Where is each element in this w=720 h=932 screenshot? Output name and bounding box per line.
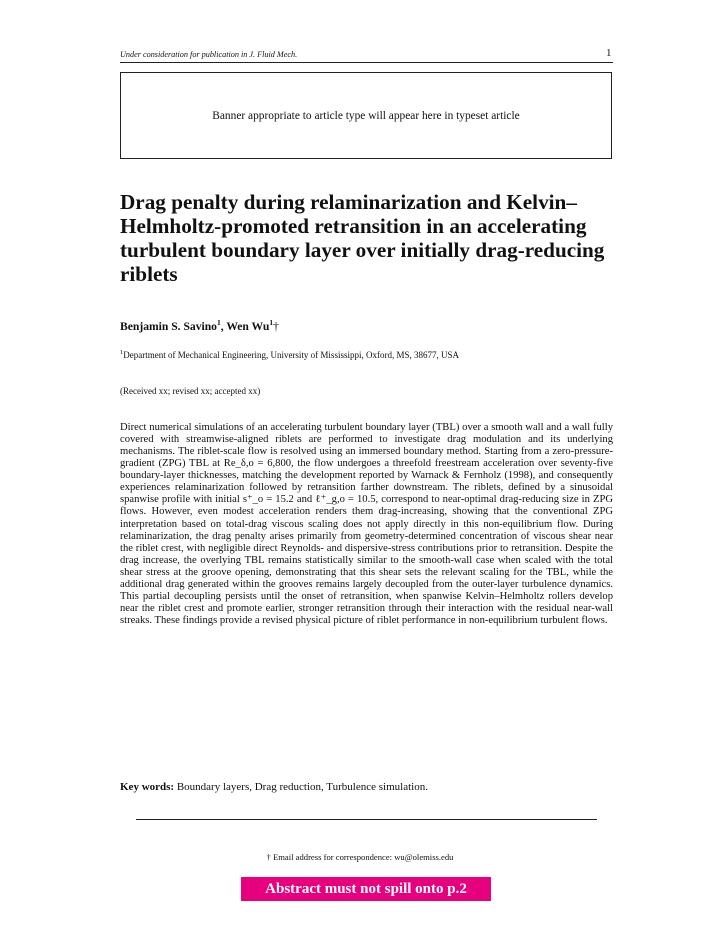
author-affiliation-mark: 1 bbox=[216, 318, 221, 327]
author-separator: , bbox=[220, 319, 227, 333]
spill-warning-text: Abstract must not spill onto p.2 bbox=[265, 880, 467, 897]
page-number: 1 bbox=[606, 47, 612, 59]
keywords-label: Key words: bbox=[120, 781, 175, 793]
banner-text: Banner appropriate to article type will appear here in typeset article bbox=[212, 109, 520, 122]
footnote-rule bbox=[136, 819, 597, 820]
abstract: Direct numerical simulations of an accelerating turbulent boundary layer (TBL) over a smooth wall and a wall fully covered with streamwise-aligned riblets are performed to investigate drag modulation and its underlying mechanisms. The riblet-scale flow is resolved using an immersed boundary method. Starting from a zero-pressure-gradient (ZPG) TBL at Re_δ,o = 6,800, the flow undergoes a threefold freestream acceleration over seventy-five boundary-layer thicknesses, matching the development reported by Warnack & Fernholz (1998), and consequently experiences relaminarization followed by retransition farther downstream. The riblets, defined by a sinusoidal spanwise profile with initial s⁺_o = 15.2 and ℓ⁺_g,o = 10.5, correspond to near-optimal drag-reducing size in ZPG flows. However, even modest acceleration renders them drag-increasing, showing that the conventional ZPG interpretation based on total-drag viscous scaling does not apply directly in this non-equilibrium flow. During relaminarization, the drag penalty arises primarily from geometry-determined concentration of viscous shear near the riblet crest, with negligible direct Reynolds- and dispersive-stress contributions prior to retransition. Despite the drag increase, the overlying TBL remains statistically similar to the smooth-wall case when scaled with the total shear stress at the groove opening, demonstrating that this shear sets the relevant scaling for the TBL, while the additional drag generated within the grooves remains largely decoupled from the outer-layer turbulence dynamics. This partial decoupling persists until the onset of retransition, when spanwise Kelvin–Helmholtz rollers develop near the riblet crest and promote earlier, stronger retransition through their interaction with the residual near-wall streaks. These findings provide a revised physical picture of riblet performance in non-equilibrium turbulent flows. bbox=[120, 422, 613, 626]
header-rule bbox=[120, 62, 613, 63]
corresponding-author-mark: † bbox=[273, 319, 279, 333]
author-affiliation-mark: 1 bbox=[269, 318, 274, 327]
received-dates: (Received xx; revised xx; accepted xx) bbox=[120, 386, 261, 396]
correspondence-footnote: † Email address for correspondence: wu@olemiss.edu bbox=[266, 852, 454, 862]
keywords-text: Boundary layers, Drag reduction, Turbulence simulation. bbox=[176, 781, 428, 793]
keywords bbox=[120, 781, 428, 793]
affiliation-mark: 1 bbox=[120, 349, 124, 356]
running-head: Under consideration for publication in J. Fluid Mech. bbox=[120, 50, 298, 59]
author-list bbox=[120, 318, 279, 333]
spill-warning-banner bbox=[241, 877, 491, 901]
affiliation bbox=[120, 349, 459, 360]
paper-title: Drag penalty during relaminarization and Kelvin–Helmholtz-promoted retransition in an accelerating turbulent boundary layer over initially drag-reducing riblets bbox=[120, 190, 605, 286]
affiliation-text: Department of Mechanical Engineering, University of Mississippi, Oxford, MS, 38677, USA bbox=[123, 350, 459, 360]
author-name: Wen Wu bbox=[226, 319, 270, 333]
article-type-banner bbox=[120, 72, 612, 159]
author-name: Benjamin S. Savino bbox=[120, 319, 217, 333]
